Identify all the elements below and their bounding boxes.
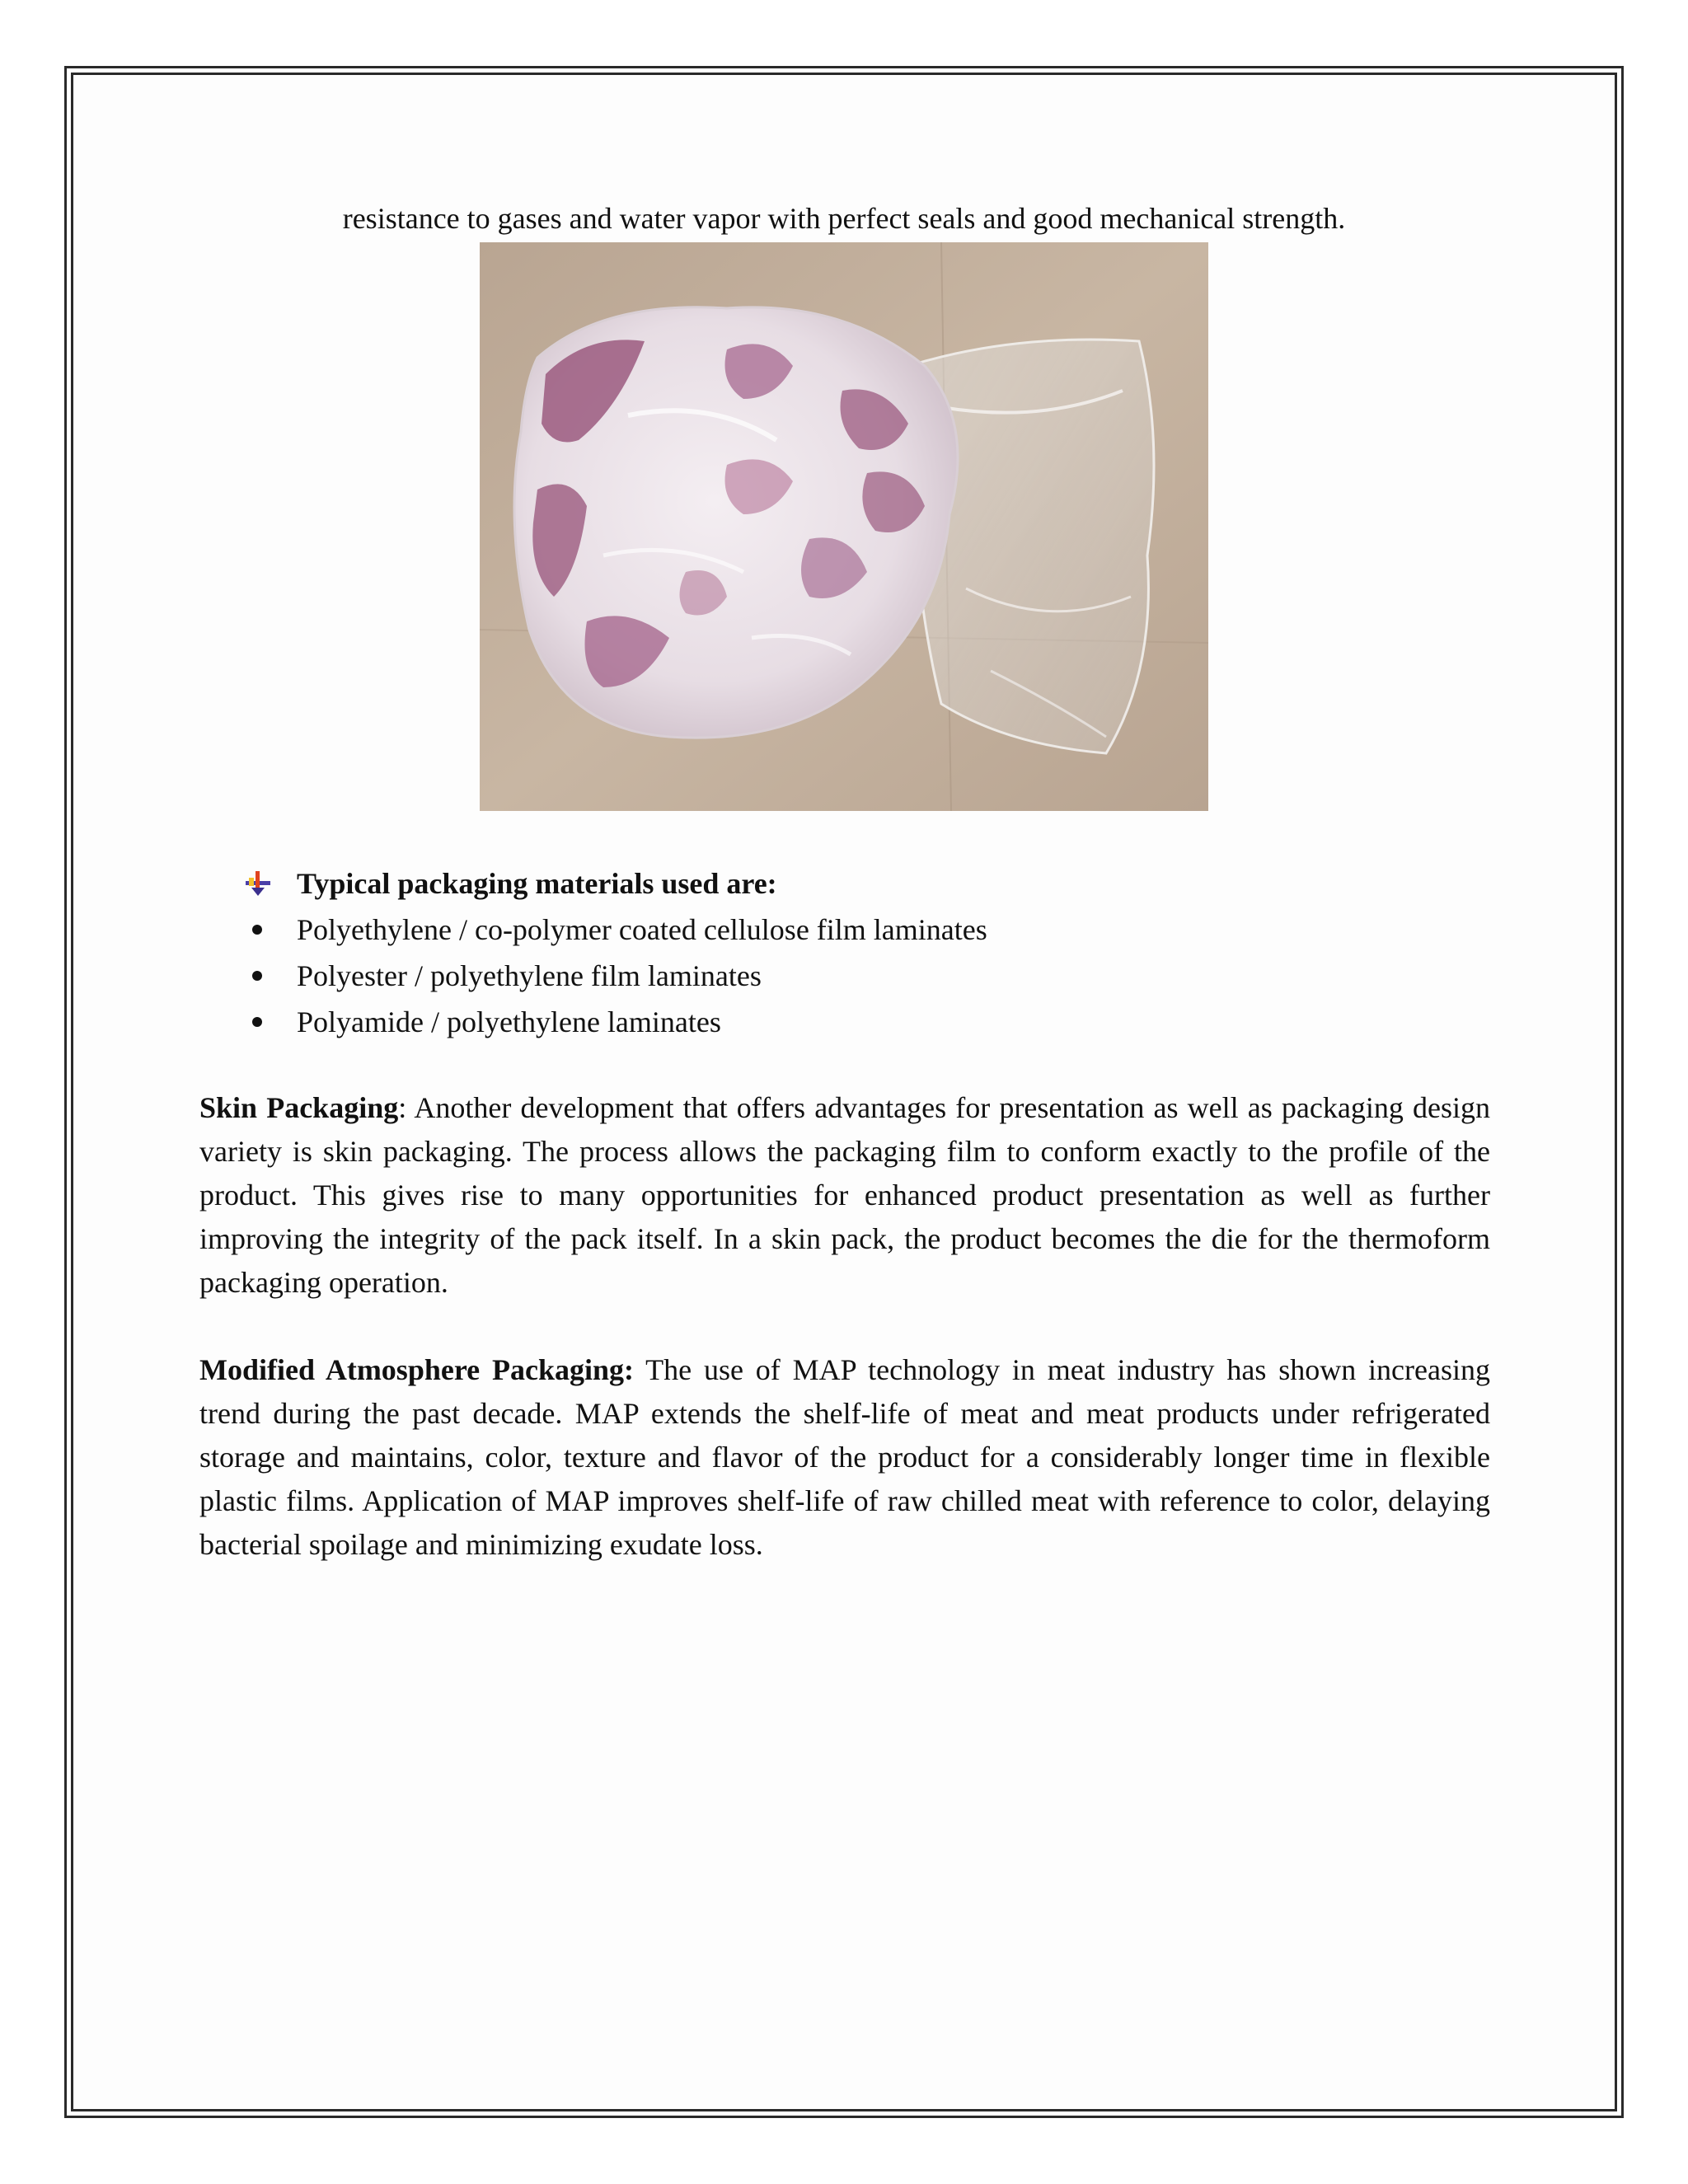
arrow-bullet-icon [244, 869, 272, 898]
materials-heading [244, 860, 1398, 907]
continuation-text: resistance to gases and water vapor with perfect seals and good mechanical strength. [342, 202, 1346, 235]
list-item [244, 907, 1398, 953]
list-item-label: Polyethylene / co-polymer coated cellulose film laminates [297, 913, 987, 946]
bullet-dot-icon [252, 971, 262, 981]
skin-packaging-heading: Skin Packaging [199, 1091, 399, 1124]
bullet-dot-icon [252, 925, 262, 935]
map-packaging-paragraph [199, 1348, 1490, 1567]
materials-list [244, 907, 1398, 1045]
list-item [244, 953, 1398, 999]
map-packaging-heading: Modified Atmosphere Packaging: [199, 1353, 634, 1386]
skin-packaging-paragraph [199, 1086, 1490, 1305]
bullet-dot-icon [252, 1017, 262, 1027]
list-item-label: Polyamide / polyethylene laminates [297, 1005, 721, 1038]
list-item [244, 999, 1398, 1045]
vacuum-packed-meat-photo [480, 242, 1208, 811]
packaging-materials-section [244, 860, 1398, 1045]
materials-heading-label: Typical packaging materials used are: [297, 867, 777, 900]
skin-packaging-separator: : [398, 1091, 407, 1124]
list-item-label: Polyester / polyethylene film laminates [297, 959, 762, 992]
map-packaging-body: The use of MAP technology in meat industry has shown increasing trend during the past decade. MAP extends the shelf-life of meat and meat products under refrigerated storage and maintains, color, texture and flavor of the product for a considerably longer time in flexible plastic films. Application of MAP improves shelf-life of raw chilled meat with reference to color, delaying bacterial spoilage and minimizing exudate loss. [199, 1353, 1490, 1561]
skin-packaging-body: Another development that offers advantages for presentation as well as packaging design variety is skin packaging. The process allows the packaging film to conform exactly to the profile of the product. This gives rise to many opportunities for enhanced product presentation as well as further improving the integrity of the pack itself. In a skin pack, the product becomes the die for the thermoform packaging operation. [199, 1091, 1490, 1299]
